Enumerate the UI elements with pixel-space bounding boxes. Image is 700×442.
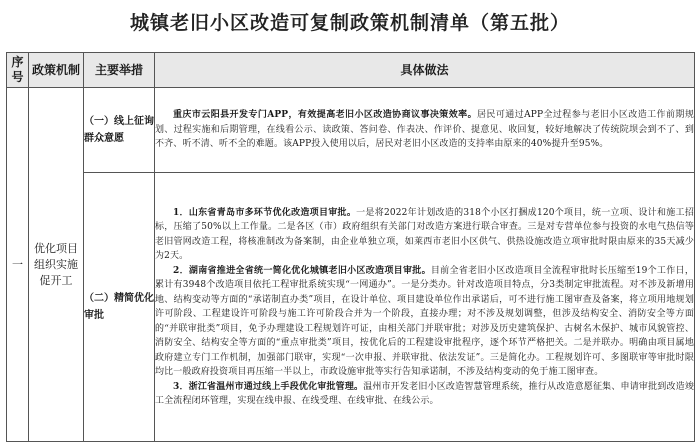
practice-paragraph [155, 264, 694, 380]
paragraph-body: 一是将2022年计划改造的318个小区打捆成120个项目，统一立项、设计和施工招标，压缩了50%以上工作量。二是各区（市）政府组织有关部门对改造方案进行联合审查。三是对专营单位参与投资的水电气热信等老旧管网改造工程，将核准制改为备案制，由企业单独立项，如莱西市老旧小区供气、供热设施改造立项审批时限由原来的35天减少为2天。 [155, 207, 694, 261]
paragraph-lead: 2．湖南省推进全省统一简化优化城镇老旧小区改造项目审批。 [173, 265, 431, 276]
practice-paragraph [155, 380, 694, 409]
paragraph-lead: 3．浙江省温州市通过线上手段优化审批管理。 [173, 381, 364, 392]
measure-cell: （一）线上征询群众意愿 [84, 88, 155, 173]
paragraph-lead: 重庆市云阳县开发专门APP，有效提高老旧小区改造协商议事决策效率。 [173, 110, 477, 121]
policy-table [6, 52, 695, 442]
table-header-row [7, 53, 695, 88]
header-measures: 主要举措 [84, 53, 155, 88]
paragraph-lead: 1．山东省青岛市多环节优化改造项目审批。 [173, 207, 357, 218]
table-row [7, 88, 695, 173]
practice-cell [155, 173, 695, 442]
paragraph-body: 居民可通过APP全过程参与老旧小区改造工作前期规划、过程实施和后期管理，在线看公示、读政策、答问卷、作表决、作评价、提意见、收回复，较好地解决了传统院坝会到不了、到不齐、听不清、听不全的难题。该APP投入使用以后，居民对老旧小区改造的支持率由原来的40%提升至95%。 [155, 110, 694, 150]
table-row [7, 173, 695, 442]
header-practice: 具体做法 [155, 53, 695, 88]
paragraph-body: 目前全省老旧小区改造项目全流程审批时长压缩至19个工作日，累计有3948个改造项目依托工程审批系统实现“一网通办”。一是分类办。针对改造项目特点，分3类制定审批流程。对不涉及新增用地、结构变动等方面的“承诺制直办类”项目，在设计单位、项目建设单位作出承诺后，可不进行施工图审查及备案，将立项用地规划许可阶段、工程建设许可阶段与施工许可阶段合并为一个阶段，直接办理；对不涉及规划调整，但涉及结构安全、消防安全等方面的“并联审批类”项目，免予办理建设工程规划许可证，由相关部门并联审批；对涉及历史建筑保护、古树名木保护、城市风貌管控、消防安全、结构安全等方面的“重点审批类”项目，按优化后的工程建设审批程序，逐个环节严格把关。二是并联办。明确由项目属地政府建立专门工作机制，加强部门联审，实现“一次申报、并联审批、依法发证”。三是简化办。工程规划许可、多图联审等审批时限均比一般政府投资项目再压缩一半以上，市政设施审批等实行告知承诺制，不涉及结构变动的免于施工图审查。 [155, 265, 694, 377]
page-title: 城镇老旧小区改造可复制政策机制清单（第五批） [129, 12, 570, 34]
mechanism-cell: 优化项目组织实施促开工 [29, 88, 84, 442]
row-number: 一 [7, 88, 29, 442]
measure-cell: （二）精简优化审批 [84, 173, 155, 442]
paragraph-body: 温州市开发老旧小区改造智慧管理系统，推行从改造意愿征集、申请审批到改造竣工全流程闭环管理，实现在线申报、在线受理、在线审批、在线公示。 [155, 381, 694, 406]
header-mechanism: 政策机制 [29, 53, 84, 88]
header-no: 序号 [7, 53, 29, 88]
practice-paragraph [155, 206, 694, 264]
practice-cell [155, 88, 695, 173]
practice-paragraph [155, 108, 694, 152]
